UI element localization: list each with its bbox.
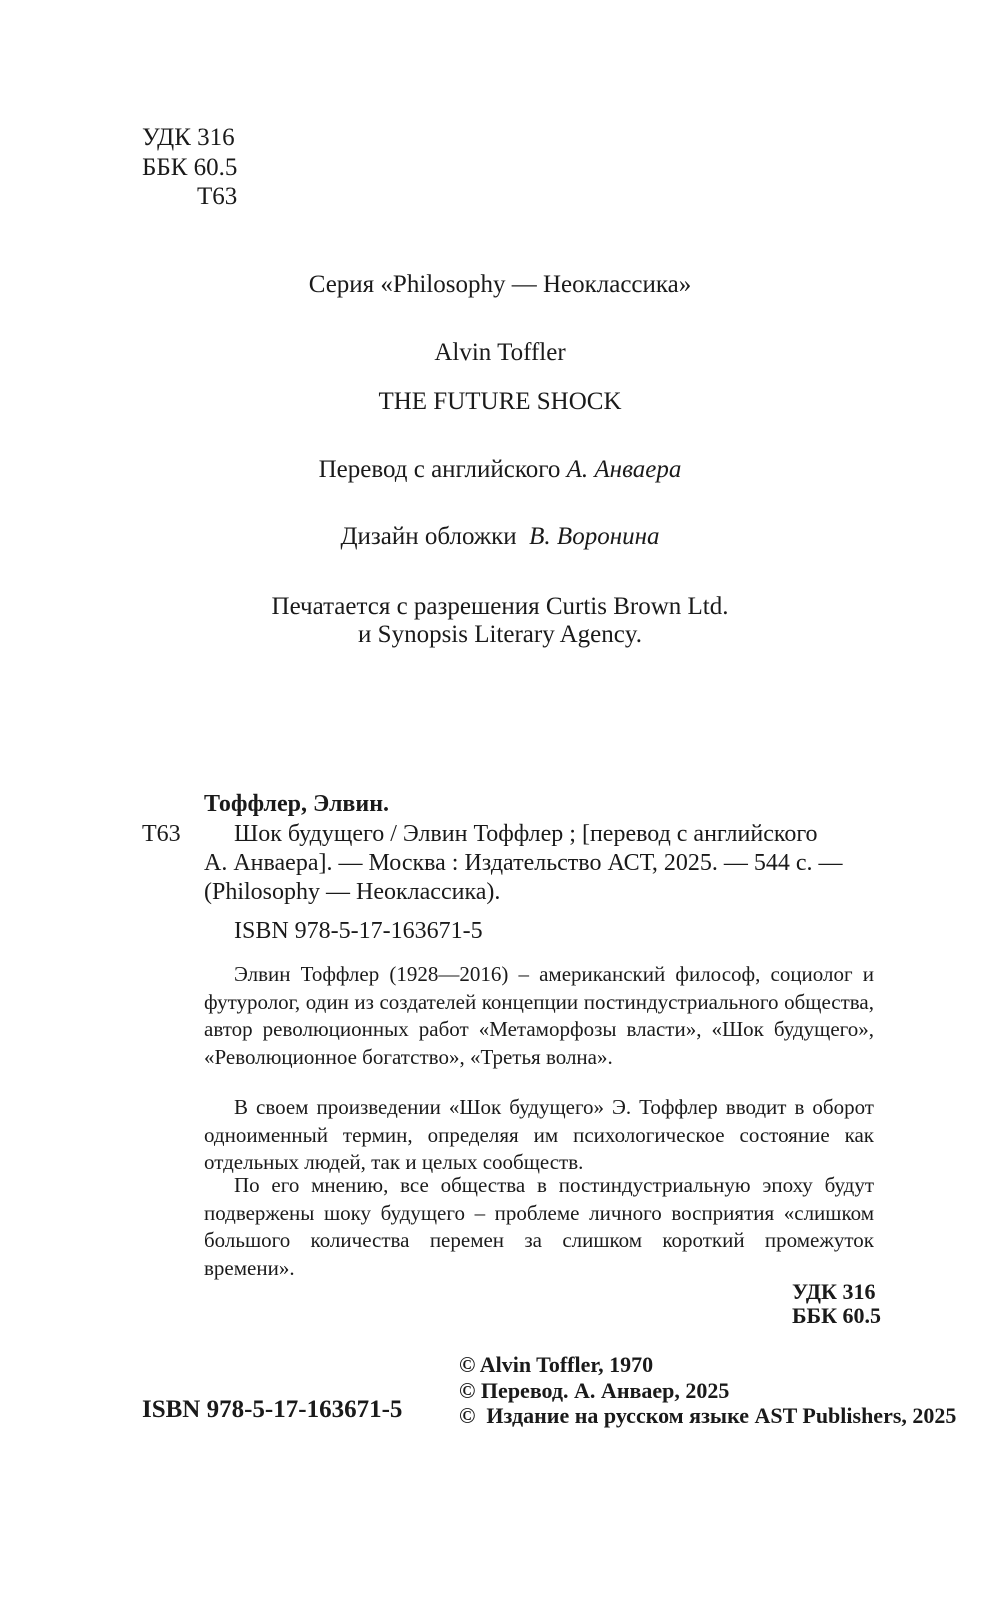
copyright-line-1: © Alvin Toffler, 1970 — [459, 1352, 654, 1377]
bbk-code: ББК 60.5 — [142, 154, 238, 181]
translator-name: А. Анваера — [566, 456, 682, 483]
translation-label: Перевод с английского — [318, 456, 561, 483]
cover-design-label: Дизайн обложки — [340, 523, 517, 550]
permission-line-2: и Synopsis Literary Agency. — [358, 621, 642, 648]
footer-isbn: ISBN 978-5-17-163671-5 — [142, 1396, 403, 1423]
annotation-paragraph-3: По его мнению, все общества в постиндустриальную эпоху будут подвержены шоку будущего – проблеме личного восприятия «слишком большого количества перемен за слишком короткий промежуток времени». — [204, 1173, 874, 1280]
catalog-mark: Т63 — [142, 821, 181, 847]
annotation-paragraph-2: В своем произведении «Шок будущего» Э. Тоффлер вводит в оборот одноименный термин, определяя им психологическое состояние как отдельных людей, так и целых сообществ. — [204, 1095, 874, 1174]
catalog-isbn: ISBN 978-5-17-163671-5 — [234, 918, 483, 944]
permission-line-1: Печатается с разрешения Curtis Brown Ltd. — [271, 593, 729, 620]
original-title: THE FUTURE SHOCK — [378, 388, 622, 415]
translation-credit — [0, 456, 1000, 484]
footer-bbk-code: ББК 60.5 — [792, 1303, 882, 1328]
copyright-line-2: © Перевод. А. Анваер, 2025 — [459, 1378, 730, 1403]
catalog-desc-line-1: Шок будущего / Элвин Тоффлер ; [перевод с английского — [234, 821, 818, 847]
original-author: Alvin Toffler — [434, 339, 566, 366]
copyright-line-3: © Издание на русском языке AST Publishers, 2025 — [459, 1403, 957, 1428]
series-title: Серия «Philosophy — Неоклассика» — [308, 271, 692, 298]
catalog-desc-line-3: (Philosophy — Неоклассика). — [204, 879, 501, 905]
author-mark: Т63 — [197, 183, 238, 210]
cover-designer-name: В. Воронина — [529, 523, 660, 550]
footer-udk-code: УДК 316 — [792, 1279, 876, 1304]
annotation-paragraph-1: Элвин Тоффлер (1928—2016) – американский философ, социолог и футуролог, один из создателей концепции постиндустриального общества, автор революционных работ «Метаморфозы власти», «Шок будущего», «Революционное богатство», «Третья волна». — [204, 962, 874, 1069]
catalog-author-heading: Тоффлер, Элвин. — [204, 791, 390, 817]
udk-code: УДК 316 — [142, 124, 235, 151]
catalog-desc-line-2: А. Анваера]. — Москва : Издательство АСТ, 2025. — 544 с. — — [204, 850, 843, 876]
cover-design-credit — [0, 523, 1000, 551]
